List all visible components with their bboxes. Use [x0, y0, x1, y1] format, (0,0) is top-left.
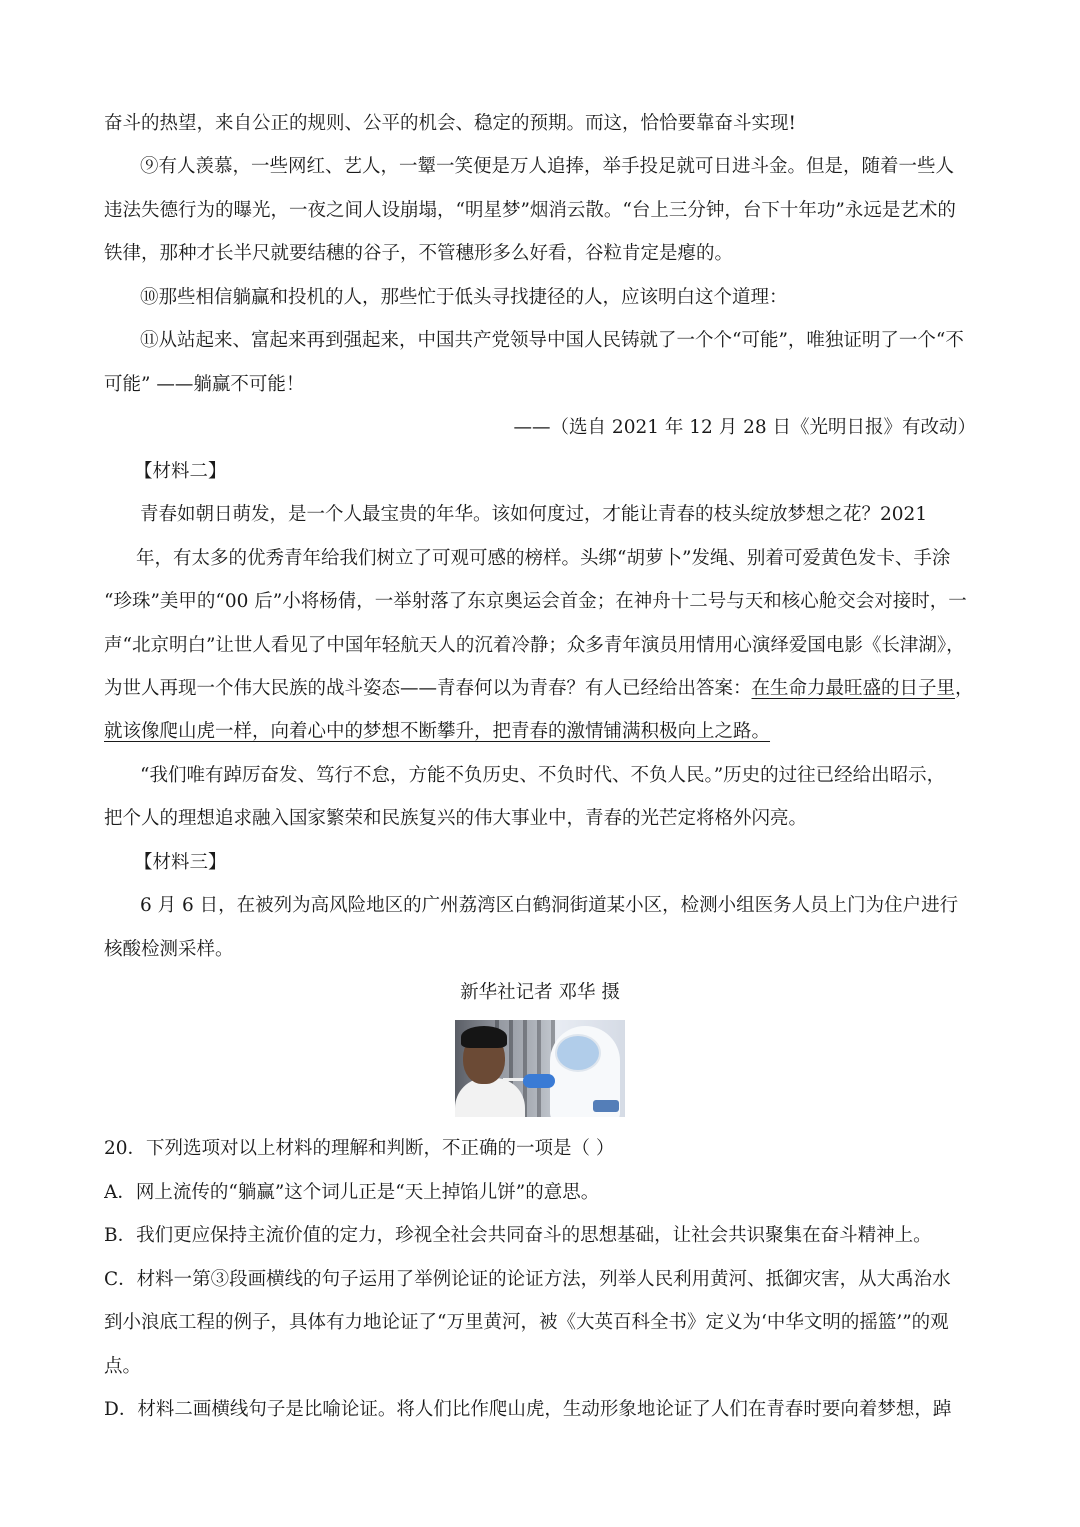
- option-a: A．网上流传的“躺赢”这个词儿正是“天上掉馅儿饼”的意思。: [104, 1182, 600, 1203]
- underlined-sentence: 就该像爬山虎一样，向着心中的梦想不断攀升，把青春的激情铺满积极向上之路。: [104, 721, 771, 742]
- paragraph-line: “珍珠”美甲的“00 后”小将杨倩，一举射落了东京奥运会首金；在神舟十二号与天和核心舱交会对接时，一: [104, 591, 967, 612]
- photo-caption: 新华社记者 邓华 摄: [460, 982, 620, 1003]
- underlined-sentence: 在生命力最旺盛的日子里: [751, 678, 956, 699]
- paragraph-line: 核酸检测采样。: [104, 939, 234, 960]
- paragraph-line: 声“北京明白”让世人看见了中国年轻航天人的沉着冷静；众多青年演员用情用心演绎爱国电影《长津湖》，: [104, 635, 965, 656]
- paragraph-9-start: ⑨有人羡慕，一些网红、艺人，一颦一笑便是万人追捧，举手投足就可日进斗金。但是，随着一些人: [140, 156, 955, 177]
- paragraph-line: 把个人的理想追求融入国家繁荣和民族复兴的伟大事业中，青春的光芒定将格外闪亮。: [104, 808, 808, 829]
- paragraph-10: ⑩那些相信躺赢和投机的人，那些忙于低头寻找捷径的人，应该明白这个道理：: [140, 287, 788, 308]
- material-2-title: 【材料二】: [134, 461, 227, 482]
- option-d: D．材料二画横线句子是比喻论证。将人们比作爬山虎，生动形象地论证了人们在青春时要向着梦想，踔: [104, 1399, 952, 1420]
- paragraph-11-start: ⑪从站起来、富起来再到强起来，中国共产党领导中国人民铸就了一个个“可能”，唯独证明了一个“不: [140, 330, 964, 351]
- option-c: C．材料一第③段画横线的句子运用了举例论证的论证方法，列举人民利用黄河、抵御灾害，从大禹治水: [104, 1269, 951, 1290]
- paragraph-line: 奋斗的热望，来自公正的规则、公平的机会、稳定的预期。而这，恰恰要靠奋斗实现!: [104, 113, 796, 134]
- paragraph-line: 可能” ——躺赢不可能！: [104, 374, 305, 395]
- option-c-continued: 点。: [104, 1356, 142, 1377]
- quote-paragraph-start: “我们唯有踔厉奋发、笃行不怠，方能不负历史、不负时代、不负人民。”历史的过往已经给出昭示，: [140, 765, 946, 786]
- line-text: 为世人再现一个伟大民族的战斗姿态——青春何以为青春？有人已经给出答案：: [104, 678, 752, 699]
- paragraph-line: 年，有太多的优秀青年给我们树立了可观可感的榜样。头绑“胡萝卜”发绳、别着可爱黄色发卡、手涂: [136, 548, 951, 569]
- question-20: 20．下列选项对以上材料的理解和判断，不正确的一项是（ ）: [104, 1138, 615, 1159]
- line-text: ，: [955, 678, 974, 699]
- paragraph-line: 违法失德行为的曝光，一夜之间人设崩塌，“明星梦”烟消云散。“台上三分钟，台下十年功”永远是艺术的: [104, 200, 956, 221]
- source-citation: ——（选自 2021 年 12 月 28 日《光明日报》有改动）: [513, 417, 976, 438]
- paragraph-line: 铁律，那种才长半尺就要结穗的谷子，不管穗形多么好看，谷粒肯定是瘪的。: [104, 243, 734, 264]
- option-c-continued: 到小浪底工程的例子，具体有力地论证了“万里黄河，被《大英百科全书》定义为‘中华文明的摇篮’”的观: [104, 1312, 949, 1333]
- nucleic-acid-test-photo: [455, 1020, 625, 1117]
- material-3-title: 【材料三】: [134, 852, 227, 873]
- paragraph-line: [104, 719, 976, 745]
- material-3-paragraph-start: 6 月 6 日，在被列为高风险地区的广州荔湾区白鹤洞街道某小区，检测小组医务人员上门为住户进行: [140, 895, 959, 916]
- paragraph-line: [104, 676, 976, 702]
- material-2-paragraph-start: 青春如朝日萌发，是一个人最宝贵的年华。该如何度过，才能让青春的枝头绽放梦想之花？2021: [140, 504, 928, 525]
- option-b: B．我们更应保持主流价值的定力，珍视全社会共同奋斗的思想基础，让社会共识聚集在奋斗精神上。: [104, 1225, 932, 1246]
